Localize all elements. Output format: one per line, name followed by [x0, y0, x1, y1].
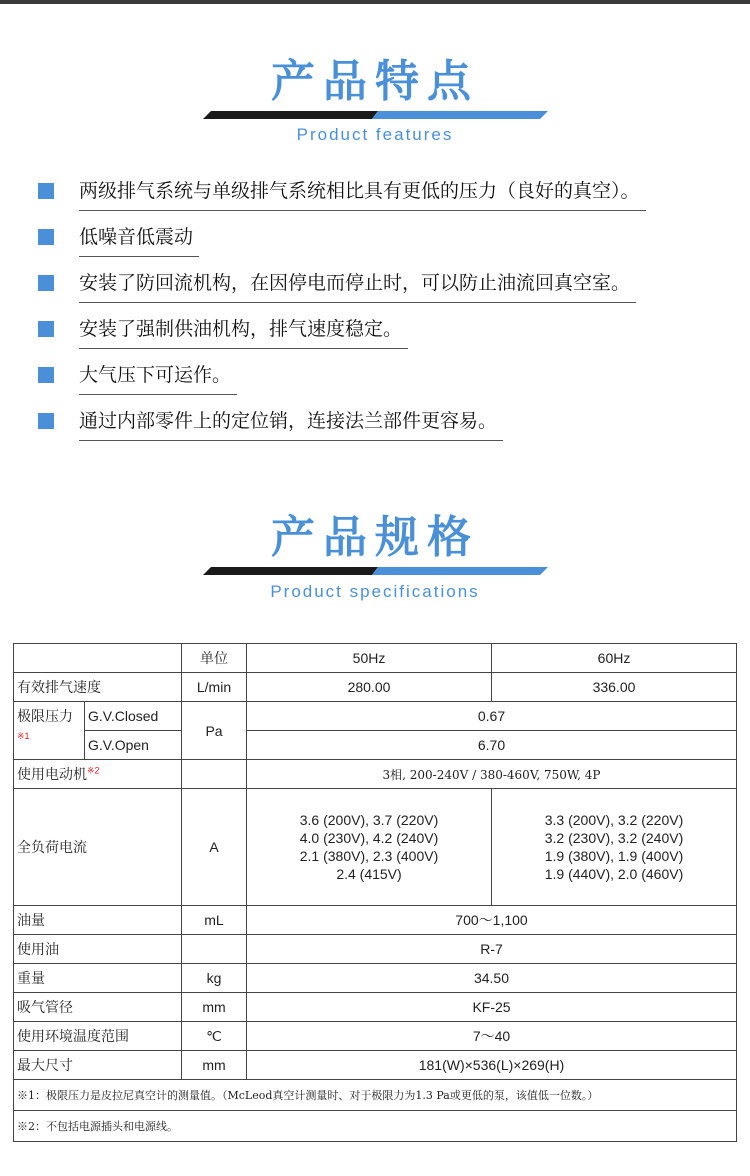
- features-subtitle: Product features: [296, 125, 454, 144]
- row-label: 极限压力: [17, 708, 73, 724]
- table-row: [14, 1022, 737, 1051]
- table-row: [14, 935, 737, 964]
- header-blank-cell: [14, 644, 182, 673]
- footnote-1: ※1：极限压力是皮拉尼真空计的测量值。（McLeod真空计测量时、对于极限力为1.3 Pa或更低的泵，该值低一位数。）: [14, 1080, 737, 1111]
- feature-item: [38, 172, 728, 218]
- current-line: 2.1 (380V), 2.3 (400V): [299, 848, 439, 864]
- row-label: 有效排气速度: [14, 673, 182, 702]
- top-border-strip: [0, 0, 750, 4]
- feature-text: 低噪音低震动: [79, 218, 199, 257]
- specs-title: 产品规格: [271, 512, 479, 563]
- table-row: [14, 906, 737, 935]
- feature-item: [38, 356, 728, 402]
- row-label: 使用电动机: [17, 766, 87, 782]
- table-row: [14, 731, 737, 760]
- row-unit: kg: [182, 964, 247, 993]
- specs-subtitle: Product specifications: [270, 582, 480, 601]
- row-label: 重量: [14, 964, 182, 993]
- feature-item: [38, 218, 728, 264]
- feature-text: 安装了防回流机构，在因停电而停止时，可以防止油流回真空室。: [79, 264, 636, 303]
- current-line: 4.0 (230V), 4.2 (240V): [299, 830, 439, 846]
- square-bullet-icon: [38, 413, 54, 429]
- square-bullet-icon: [38, 367, 54, 383]
- row-unit-empty: [182, 760, 247, 789]
- row-unit: mm: [182, 993, 247, 1022]
- footnote-mark: ※1: [17, 731, 30, 741]
- sub-label: G.V.Open: [85, 731, 182, 760]
- table-row: [14, 760, 737, 789]
- feature-text: 大气压下可运作。: [79, 356, 237, 395]
- value-merged: 3相, 200-240V / 380-460V, 750W, 4P: [247, 760, 737, 789]
- row-unit: Pa: [182, 702, 247, 760]
- table-row: [14, 702, 737, 731]
- square-bullet-icon: [38, 229, 54, 245]
- table-note-row: [14, 1111, 737, 1142]
- features-title-underline: [203, 111, 548, 119]
- value-merged: 700～1,100: [247, 906, 737, 935]
- row-unit: [182, 935, 247, 964]
- value-50hz: 280.00: [247, 673, 492, 702]
- sub-label: G.V.Closed: [85, 702, 182, 731]
- row-label: 最大尺寸: [14, 1051, 182, 1080]
- header-50hz: 50Hz: [247, 644, 492, 673]
- value-merged: 34.50: [247, 964, 737, 993]
- value-50hz: [247, 789, 492, 906]
- features-heading: [0, 57, 750, 107]
- value-merged: R-7: [247, 935, 737, 964]
- table-row: [14, 673, 737, 702]
- value-merged: 181(W)×536(L)×269(H): [247, 1051, 737, 1080]
- current-line: 3.3 (200V), 3.2 (220V): [544, 812, 684, 828]
- table-row: [14, 993, 737, 1022]
- feature-text: 两级排气系统与单级排气系统相比具有更低的压力（良好的真空）。: [79, 172, 646, 211]
- row-label: 吸气管径: [14, 993, 182, 1022]
- header-unit: 单位: [182, 644, 247, 673]
- value-merged: KF-25: [247, 993, 737, 1022]
- value-merged: 6.70: [247, 731, 737, 760]
- header-60hz: 60Hz: [492, 644, 737, 673]
- current-line: 3.6 (200V), 3.7 (220V): [299, 812, 439, 828]
- row-label: 使用环境温度范围: [14, 1022, 182, 1051]
- row-unit: L/min: [182, 673, 247, 702]
- table-row: [14, 1051, 737, 1080]
- feature-text: 通过内部零件上的定位销，连接法兰部件更容易。: [79, 402, 503, 441]
- row-label: 油量: [14, 906, 182, 935]
- row-label: 使用油: [14, 935, 182, 964]
- square-bullet-icon: [38, 275, 54, 291]
- current-line: 1.9 (380V), 1.9 (400V): [544, 848, 684, 864]
- row-unit: A: [182, 789, 247, 906]
- feature-item: [38, 402, 728, 448]
- table-note-row: [14, 1080, 737, 1111]
- features-list: [38, 172, 728, 448]
- row-unit: mL: [182, 906, 247, 935]
- row-unit: mm: [182, 1051, 247, 1080]
- feature-item: [38, 264, 728, 310]
- feature-item: [38, 310, 728, 356]
- value-merged: 7～40: [247, 1022, 737, 1051]
- ultimate-pressure-label-cell: [14, 702, 85, 760]
- footnote-2: ※2：不包括电源插头和电源线。: [14, 1111, 737, 1142]
- specs-title-underline: [203, 567, 548, 575]
- current-line: 2.4 (415V): [336, 866, 402, 882]
- value-60hz: [492, 789, 737, 906]
- table-row: [14, 964, 737, 993]
- spec-table: [13, 643, 737, 1142]
- current-line: 3.2 (230V), 3.2 (240V): [544, 830, 684, 846]
- row-label: 全负荷电流: [14, 789, 182, 906]
- row-unit: ℃: [182, 1022, 247, 1051]
- table-row: [14, 789, 737, 906]
- footnote-mark: ※2: [87, 765, 100, 776]
- current-line: 1.9 (440V), 2.0 (460V): [544, 866, 684, 882]
- motor-label-cell: [14, 760, 182, 789]
- value-merged: 0.67: [247, 702, 737, 731]
- specs-heading: [0, 513, 750, 563]
- square-bullet-icon: [38, 183, 54, 199]
- features-title: 产品特点: [271, 56, 479, 107]
- table-header-row: [14, 644, 737, 673]
- feature-text: 安装了强制供油机构，排气速度稳定。: [79, 310, 408, 349]
- square-bullet-icon: [38, 321, 54, 337]
- value-60hz: 336.00: [492, 673, 737, 702]
